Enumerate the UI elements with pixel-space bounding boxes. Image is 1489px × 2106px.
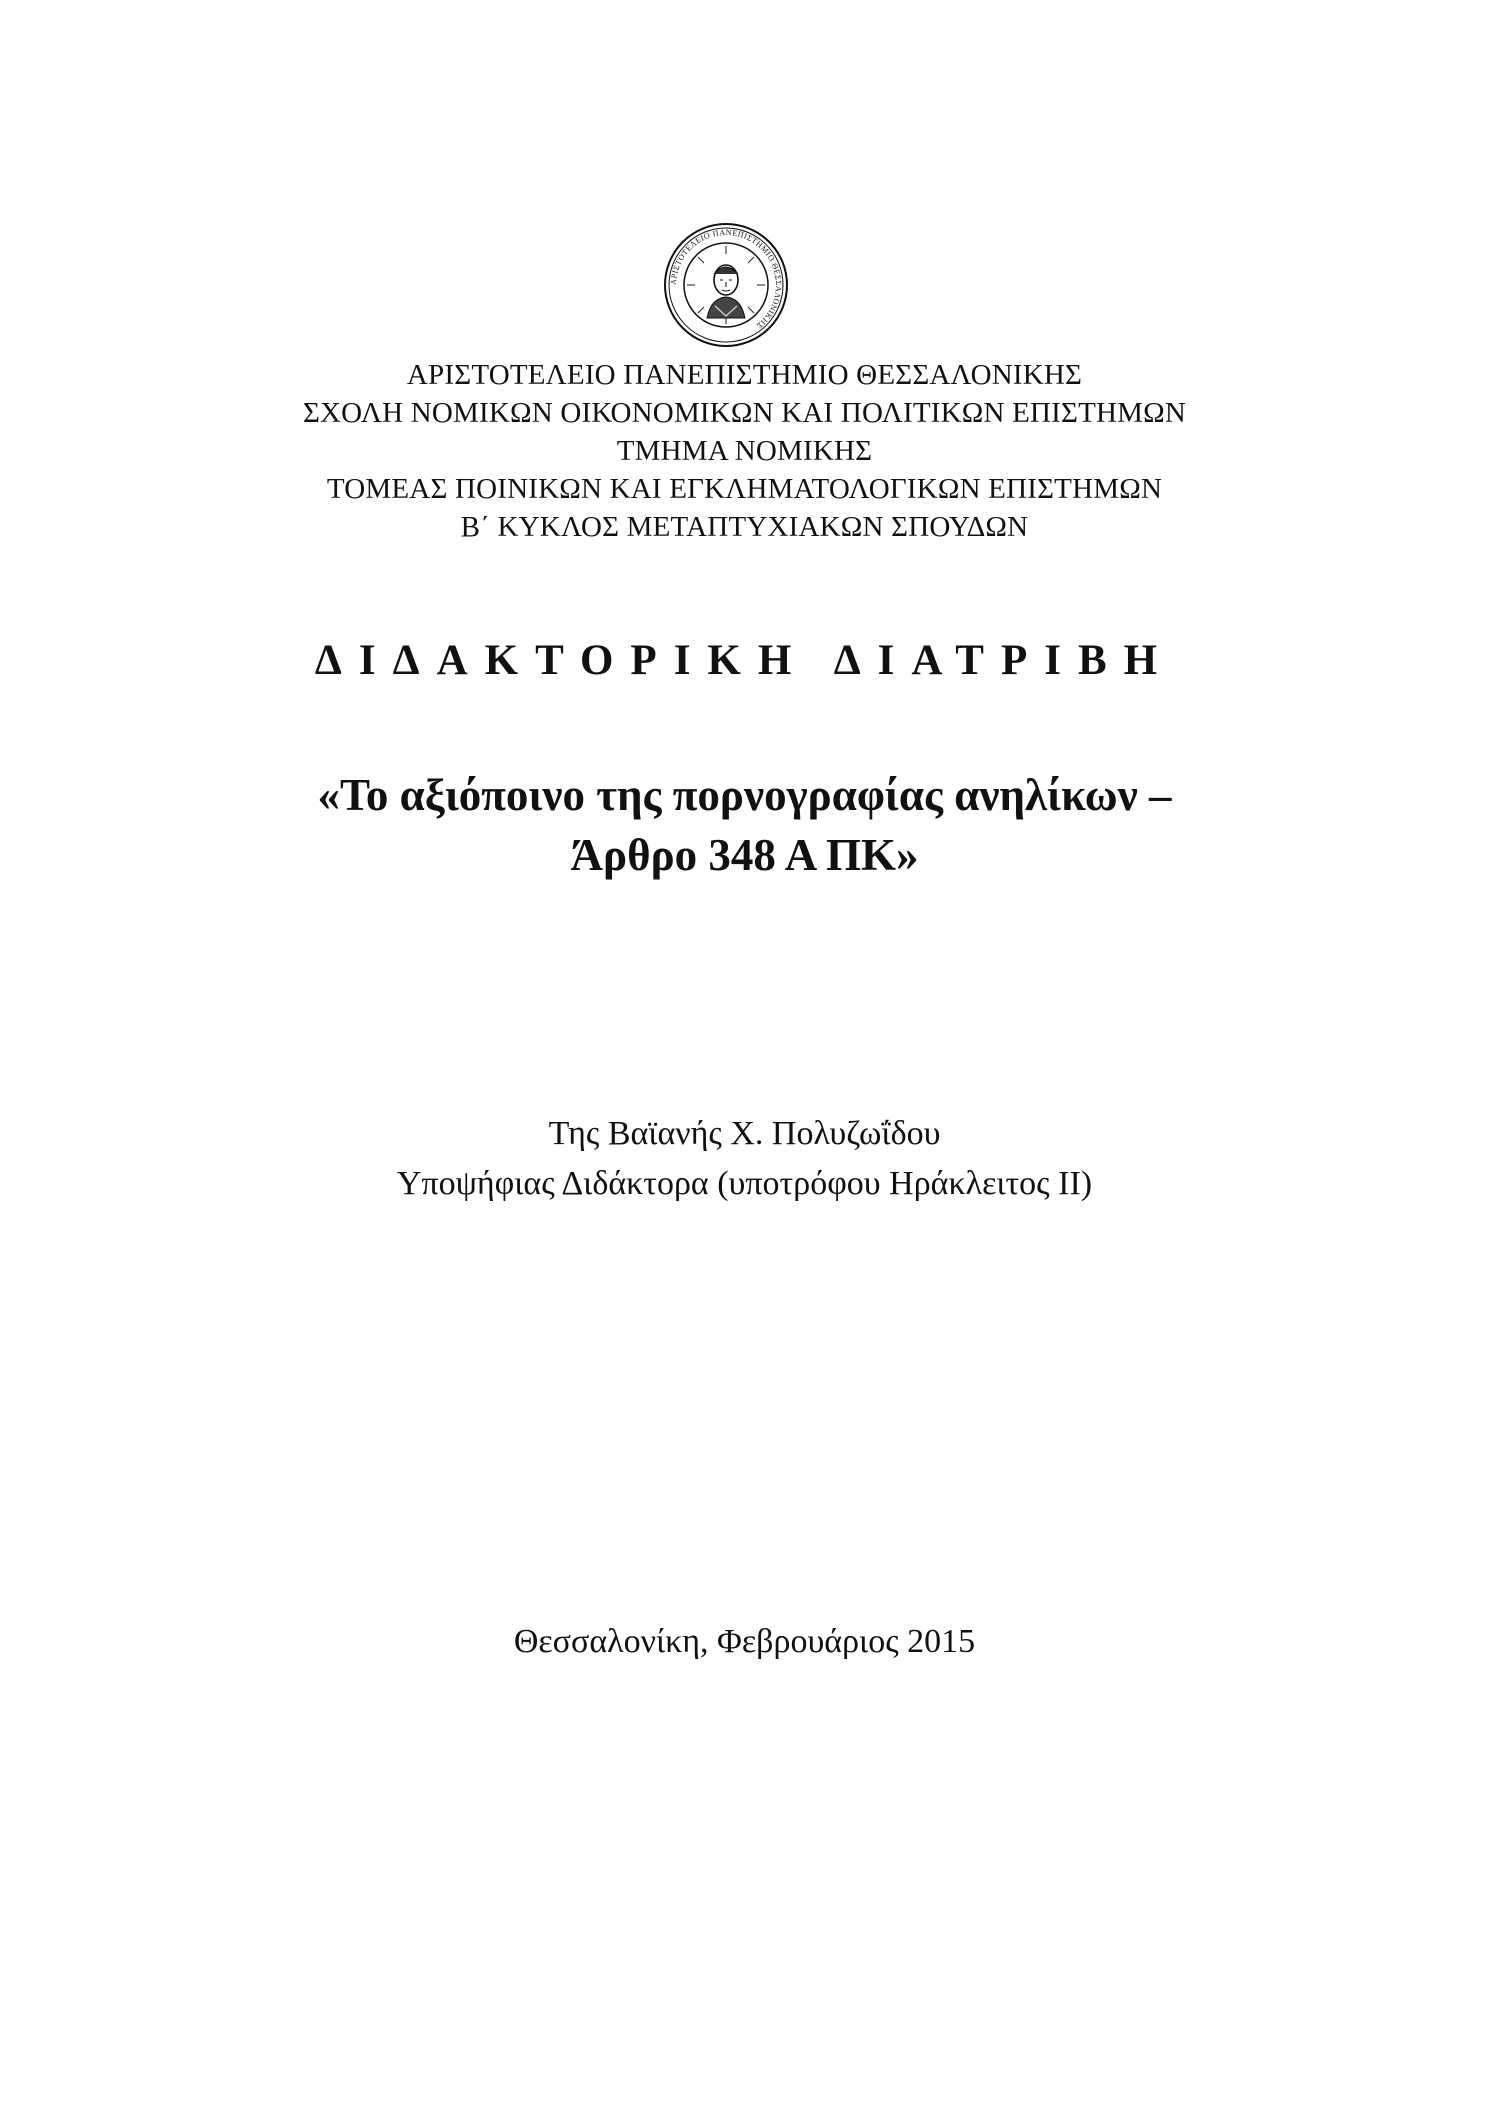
school-name: ΣΧΟΛΗ ΝΟΜΙΚΩΝ ΟΙΚΟΝΟΜΙΚΩΝ ΚΑΙ ΠΟΛΙΤΙΚΩΝ ΕΠΙΣΤΗΜΩΝ: [302, 397, 1187, 429]
program-name: Β΄ ΚΥΚΛΟΣ ΜΕΤΑΠΤΥΧΙΑΚΩΝ ΣΠΟΥΔΩΝ: [460, 511, 1029, 543]
seal-text: ΑΡΙΣΤΟΤΕΛΕΙΟ ΠΑΝΕΠΙΣΤΗΜΙΟ ΘΕΣΣΑΛΟΝΙΚΗΣ: [668, 227, 784, 331]
author-block: [0, 1109, 1489, 1209]
sector-name: ΤΟΜΕΑΣ ΠΟΙΝΙΚΩΝ ΚΑΙ ΕΓΚΛΗΜΑΤΟΛΟΓΙΚΩΝ ΕΠΙΣΤΗΜΩΝ: [326, 473, 1163, 505]
thesis-title-line-2: Άρθρο 348 Α ΠΚ»: [570, 830, 919, 880]
university-seal-icon: [663, 222, 789, 348]
university-name: ΑΡΙΣΤΟΤΕΛΕΙΟ ΠΑΝΕΠΙΣΤΗΜΙΟ ΘΕΣΣΑΛΟΝΙΚΗΣ: [406, 359, 1083, 391]
thesis-title-line-1: «Το αξιόποινο της πορνογραφίας ανηλίκων –: [317, 770, 1172, 820]
author-role: Υποψήφιας Διδάκτορα (υποτρόφου Ηράκλειτος ΙΙ): [396, 1165, 1093, 1202]
thesis-title: [0, 765, 1489, 885]
department-name: ΤΜΗΜΑ ΝΟΜΙΚΗΣ: [616, 435, 873, 467]
document-type-heading: ΔΙΔΑΚΤΟΡΙΚΗ ΔΙΑΤΡΙΒΗ: [314, 637, 1175, 684]
author-name: Της Βαϊανής Χ. Πολυζωΐδου: [548, 1115, 941, 1152]
place-date: Θεσσαλονίκη, Φεβρουάριος 2015: [513, 1623, 976, 1660]
institution-header: [0, 356, 1489, 546]
